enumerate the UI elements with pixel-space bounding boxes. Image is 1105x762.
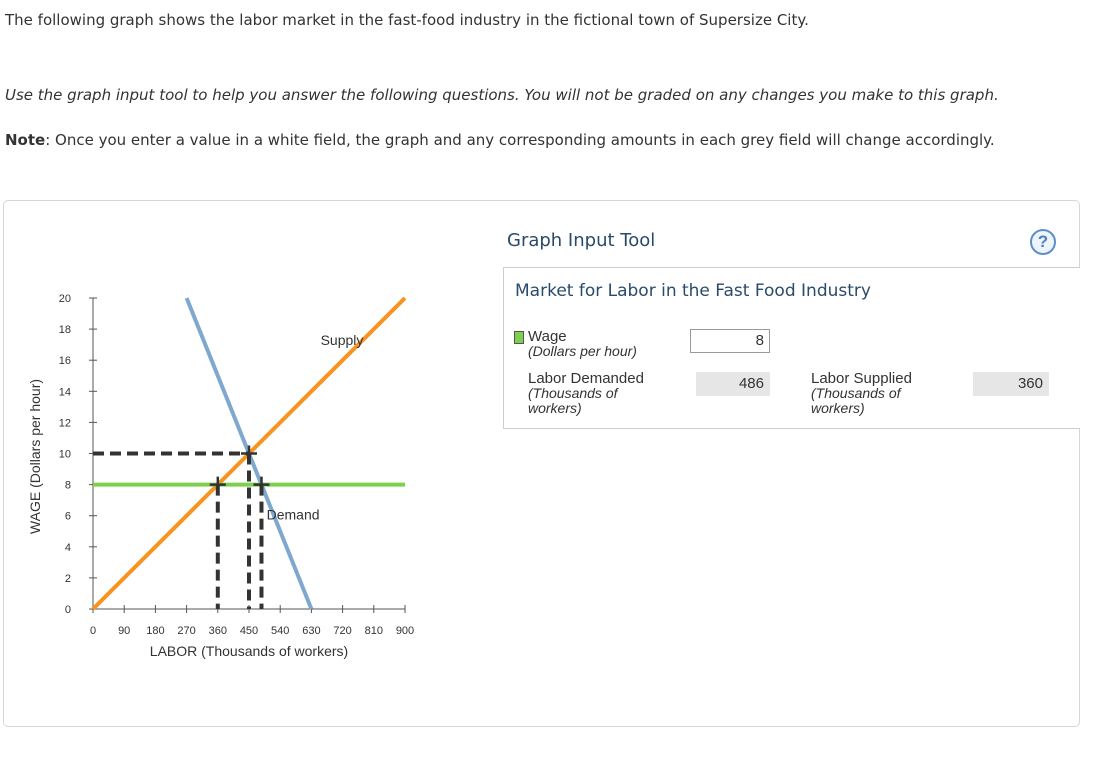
labor-demanded-label: Labor Demanded [528,370,644,387]
x-tick-label: 540 [271,625,290,637]
y-axis-label: WAGE (Dollars per hour) [27,378,43,535]
x-tick-label: 180 [146,625,165,637]
note-body: : Once you enter a value in a white field, the graph and any corresponding amounts in each grey field will change accordingly. [45,131,995,149]
supply-curve-label: Supply [320,332,364,349]
labor-demanded-units-1: (Thousands of [528,385,618,401]
y-tick-label: 8 [64,479,71,492]
y-tick-label: 0 [64,604,71,616]
y-tick-label: 16 [58,355,71,368]
instructions-text: Use the graph input tool to help you answer the following questions. You will not be graded on any changes you make to this graph. [5,86,999,104]
x-tick-label: 270 [177,625,196,637]
labor-supplied-label: Labor Supplied [811,370,912,387]
y-tick-label: 4 [64,541,71,554]
y-tick-label: 14 [58,386,71,399]
y-tick-label: 12 [58,417,71,430]
graph-input-tool [503,267,1080,429]
wage-legend-swatch [514,331,524,344]
wage-label: Wage [528,328,567,345]
quantity-marker[interactable] [253,477,269,493]
wage-units: (Dollars per hour) [528,343,637,359]
labor-market-chart[interactable] [4,201,484,721]
x-tick-label: 90 [118,625,131,637]
labor-supplied-units-1: (Thousands of [811,385,901,401]
demand-curve-label: Demand [266,506,320,523]
x-tick-label: 720 [333,625,352,637]
labor-supplied-units-2: workers) [811,400,865,416]
note-text [5,131,995,149]
x-tick-label: 810 [364,625,383,637]
wage-input[interactable]: 8 [690,329,770,353]
x-axis-label: LABOR (Thousands of workers) [149,643,349,659]
graph-panel [3,200,1080,727]
x-tick-label: 630 [302,625,321,637]
labor-demanded-units-2: workers) [528,400,582,416]
graph-input-tool-title: Graph Input Tool [507,230,656,251]
y-tick-label: 18 [58,324,71,337]
market-title: Market for Labor in the Fast Food Industry [515,281,871,301]
y-tick-label: 2 [64,572,71,585]
y-tick-label: 6 [64,510,71,523]
x-tick-label: 0 [89,625,97,637]
help-icon[interactable]: ? [1030,229,1056,255]
intro-text: The following graph shows the labor market in the fast-food industry in the fictional town of Supersize City. [5,11,809,29]
y-tick-label: 20 [58,293,71,305]
note-label: Note [5,131,46,149]
x-tick-label: 450 [239,625,259,637]
labor-supplied-value: 360 [973,372,1049,396]
y-tick-label: 10 [58,448,71,461]
labor-demanded-value: 486 [696,372,770,396]
x-tick-label: 360 [208,625,227,637]
x-tick-label: 900 [395,625,415,637]
